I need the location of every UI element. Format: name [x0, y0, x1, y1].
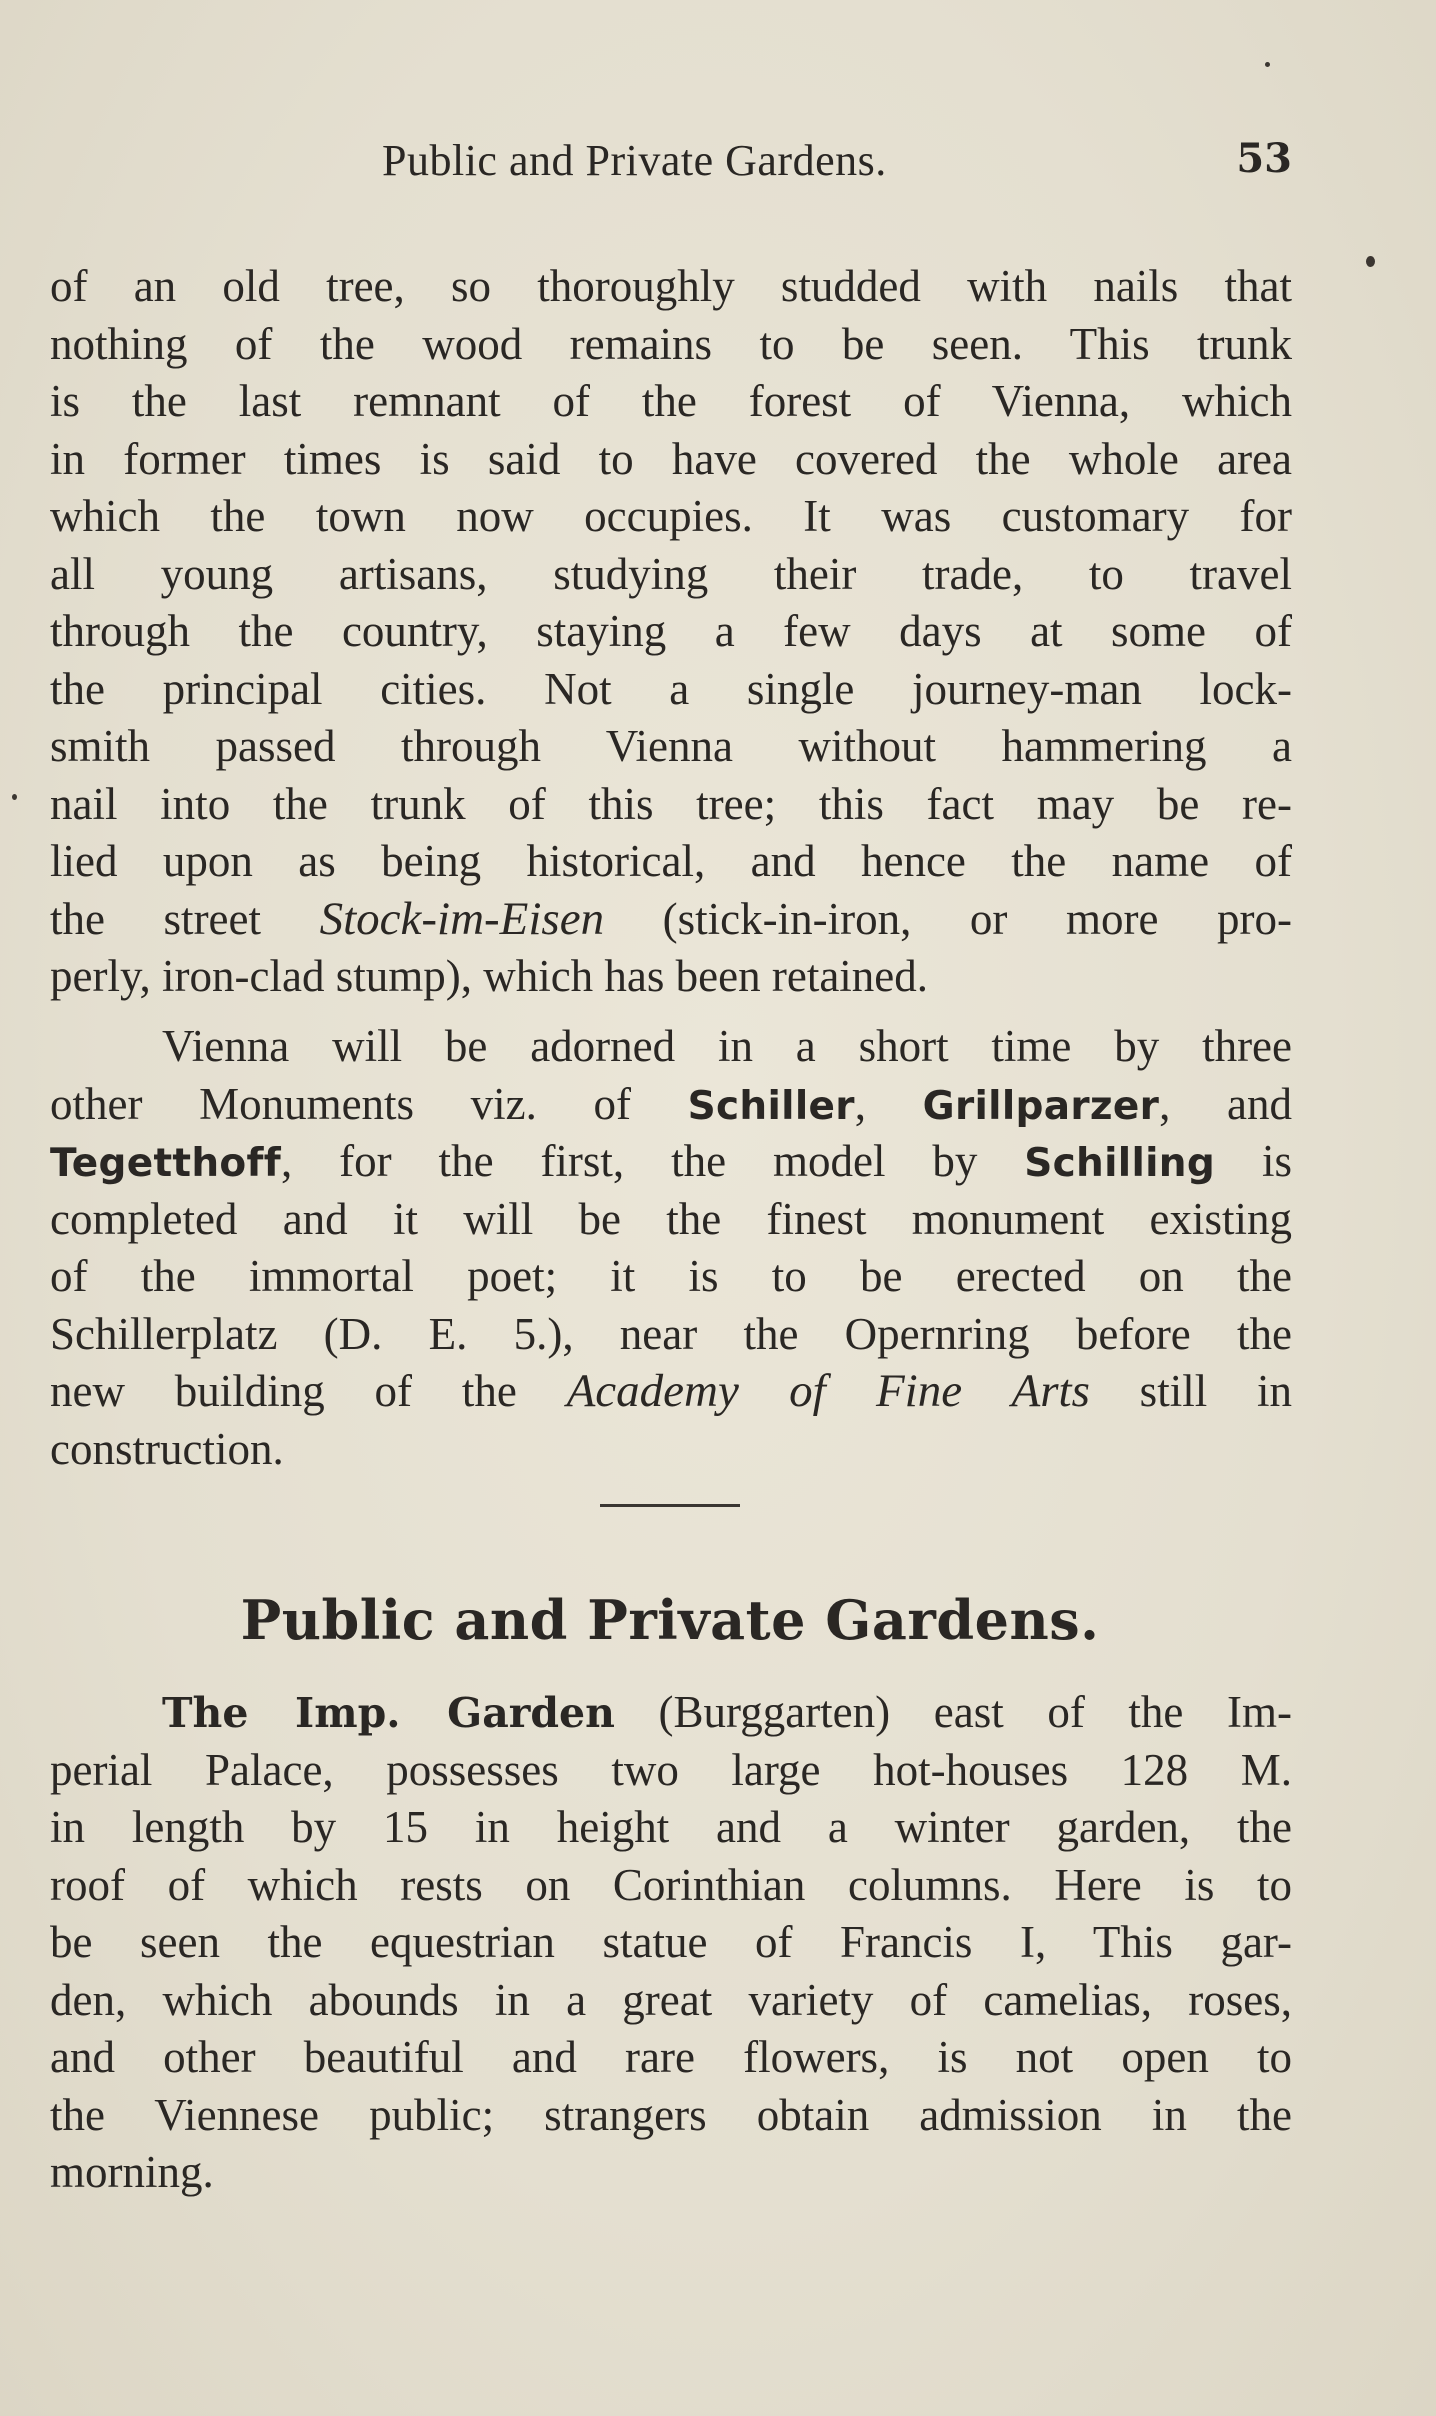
running-head	[52, 135, 1292, 195]
running-title: Public and Private Gardens.	[382, 136, 887, 185]
text-line: Vienna will be adorned in a short time by three	[162, 1021, 1292, 1071]
text-line: and other beautiful and rare flowers, is not open to	[50, 2032, 1292, 2082]
text-line: completed and it will be the finest monument existing	[50, 1193, 1292, 1244]
text-run: (Burggarten) east of the Im-	[614, 1687, 1292, 1737]
text-run: other Monuments viz. of	[50, 1078, 688, 1129]
text-line: smith passed through Vienna without hammering a	[50, 721, 1292, 771]
text-line	[50, 1363, 1292, 1421]
bold-lead-imp-garden: The Imp. Garden	[162, 1689, 615, 1737]
paragraph-imperial-garden	[50, 1684, 1292, 2202]
text-line: all young artisans, studying their trade, to travel	[50, 548, 1292, 599]
text-run: new building of the	[50, 1366, 567, 1416]
text-line: in former times is said to have covered the whole area	[50, 433, 1292, 484]
text-line: nothing of the wood remains to be seen. This trunk	[50, 318, 1292, 369]
text-line: den, which abounds in a great variety of camelias, roses,	[50, 1974, 1292, 2025]
bold-name-schiller: Schiller	[687, 1083, 855, 1129]
text-line: morning.	[50, 2147, 214, 2197]
ink-speck	[1265, 62, 1270, 67]
page-number: 53	[1236, 135, 1292, 182]
bold-name-tegetthoff: Tegetthoff	[50, 1141, 282, 1186]
paragraph-monuments	[50, 1018, 1292, 1478]
text-line: the principal cities. Not a single journey-man lock-	[50, 663, 1292, 714]
text-line: Schillerplatz (D. E. 5.), near the Opernring before the	[50, 1308, 1292, 1359]
text-run: still in	[1089, 1366, 1292, 1416]
text-line: through the country, staying a few days at some of	[50, 606, 1292, 656]
text-run: , for the first, the model by	[281, 1136, 1025, 1186]
text-line	[50, 891, 1292, 949]
italic-street-name: Stock-im-Eisen	[319, 892, 605, 945]
bold-name-schilling: Schilling	[1024, 1141, 1216, 1186]
text-line: the Viennese public; strangers obtain admission in the	[50, 2089, 1292, 2140]
text-line: in length by 15 in height and a winter garden, the	[50, 1802, 1292, 1852]
section-divider	[600, 1504, 740, 1507]
text-line	[50, 1076, 1292, 1134]
section-heading: Public and Private Gardens.	[240, 1588, 1100, 1652]
text-run: is	[1215, 1136, 1292, 1186]
text-line: which the town now occupies. It was customary for	[50, 491, 1292, 541]
text-line	[50, 1684, 1292, 1742]
text-line: roof of which rests on Corinthian columns. Here is to	[50, 1859, 1292, 1910]
text-line: perly, iron-clad stump), which has been retained.	[50, 951, 929, 1001]
ink-speck	[12, 794, 17, 800]
text-run: , and	[1159, 1078, 1292, 1129]
text-run: (stick-in-iron, or more pro-	[604, 893, 1292, 944]
ink-speck	[1366, 256, 1375, 267]
text-line	[50, 1133, 1292, 1191]
text-line: of an old tree, so thoroughly studded with nails that	[50, 261, 1292, 311]
text-run: the street	[50, 893, 320, 944]
text-run: ,	[854, 1078, 923, 1129]
text-line: perial Palace, possesses two large hot-houses 128 M.	[50, 1744, 1292, 1795]
text-line: of the immortal poet; it is to be erected on the	[50, 1251, 1292, 1301]
paragraph-stock-im-eisen	[50, 258, 1292, 1006]
text-line: construction.	[50, 1423, 284, 1474]
italic-academy: Academy of Fine Arts	[566, 1365, 1090, 1417]
text-line: be seen the equestrian statue of Francis I, This gar-	[50, 1917, 1292, 1967]
bold-name-grillparzer: Grillparzer	[922, 1083, 1160, 1129]
text-line: is the last remnant of the forest of Vienna, which	[50, 376, 1292, 426]
text-line: nail into the trunk of this tree; this fact may be re-	[50, 778, 1292, 829]
text-line: lied upon as being historical, and hence the name of	[50, 836, 1292, 886]
